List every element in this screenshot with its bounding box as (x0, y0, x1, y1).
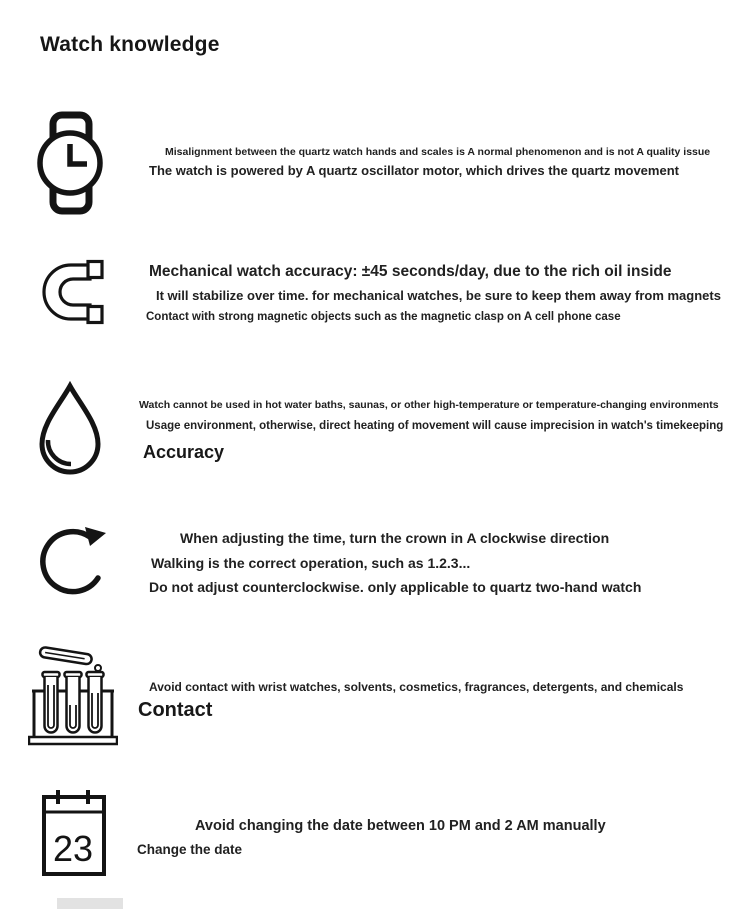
note-text: When adjusting the time, turn the crown in A clockwise direction (180, 530, 610, 546)
note-text: Misalignment between the quartz watch hands and scales is A normal phenomenon and is not A quality issue (165, 146, 711, 158)
calendar-icon (38, 787, 110, 877)
note-text: Change the date (137, 842, 243, 857)
page-title: Watch knowledge (40, 33, 220, 56)
note-text: Walking is the correct operation, such as 1.2.3... (151, 555, 471, 571)
wristwatch-icon (36, 111, 106, 215)
section-heading: Accuracy (143, 442, 225, 462)
calendar-day-number: 23 (52, 828, 94, 869)
note-text: Avoid contact with wrist watches, solvents, cosmetics, fragrances, detergents, and chemicals (149, 680, 684, 694)
section-heading: Contact (138, 699, 213, 721)
note-text: Usage environment, otherwise, direct heating of movement will cause imprecision in watch's timekeeping (146, 420, 724, 432)
note-text: It will stabilize over time. for mechanical watches, be sure to keep them away from magnets (156, 288, 721, 303)
note-text: Contact with strong magnetic objects such as the magnetic clasp on A cell phone case (146, 311, 621, 323)
clockwise-rotation-icon (36, 517, 114, 603)
note-text: Avoid changing the date between 10 PM and 2 AM manually (195, 818, 606, 834)
note-text: Do not adjust counterclockwise. only applicable to quartz two-hand watch (149, 579, 642, 595)
note-text: Mechanical watch accuracy: ±45 seconds/day, due to the rich oil inside (149, 263, 672, 280)
page-bottom-partial-bar (57, 898, 123, 909)
test-tubes-icon (28, 641, 118, 746)
note-text: The watch is powered by A quartz oscillator motor, which drives the quartz movement (149, 163, 679, 178)
water-drop-icon (33, 381, 107, 481)
note-text: Watch cannot be used in hot water baths, saunas, or other high-temperature or temperature-changing environments (139, 399, 719, 411)
magnet-icon (38, 258, 112, 330)
